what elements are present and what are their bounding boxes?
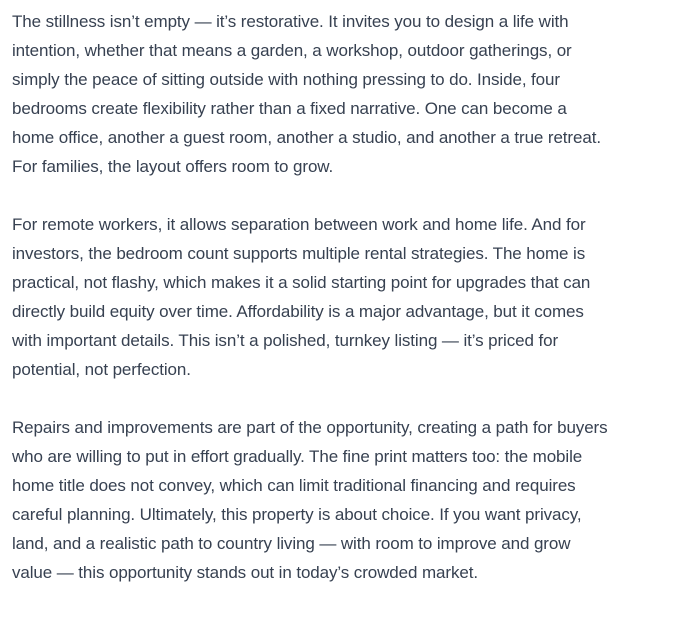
text-line: intention, whether that means a garden, a workshop, outdoor gatherings, or [12,41,572,60]
text-line: value — this opportunity stands out in today’s crowded market. [12,563,478,582]
text-line: land, and a realistic path to country living — with room to improve and grow [12,534,571,553]
paragraph-2 [12,210,674,384]
text-line: home title does not convey, which can limit traditional financing and requires [12,476,576,495]
text-line: potential, not perfection. [12,360,191,379]
text-line: For remote workers, it allows separation between work and home life. And for [12,215,586,234]
text-line: home office, another a guest room, another a studio, and another a true retreat. [12,128,601,147]
text-line: practical, not flashy, which makes it a solid starting point for upgrades that can [12,273,591,292]
text-line: bedrooms create flexibility rather than a fixed narrative. One can become a [12,99,567,118]
text-line: Repairs and improvements are part of the opportunity, creating a path for buyers [12,418,608,437]
text-line: careful planning. Ultimately, this property is about choice. If you want privacy, [12,505,582,524]
paragraph-1 [12,7,674,181]
text-line: who are willing to put in effort gradually. The fine print matters too: the mobile [12,447,583,466]
text-line: investors, the bedroom count supports multiple rental strategies. The home is [12,244,586,263]
text-line: directly build equity over time. Affordability is a major advantage, but it comes [12,302,584,321]
text-line: The stillness isn’t empty — it’s restorative. It invites you to design a life with [12,12,569,31]
text-line: simply the peace of sitting outside with nothing pressing to do. Inside, four [12,70,560,89]
text-line: with important details. This isn’t a polished, turnkey listing — it’s priced for [12,331,559,350]
paragraph-3 [12,413,674,587]
text-line: For families, the layout offers room to grow. [12,157,334,176]
